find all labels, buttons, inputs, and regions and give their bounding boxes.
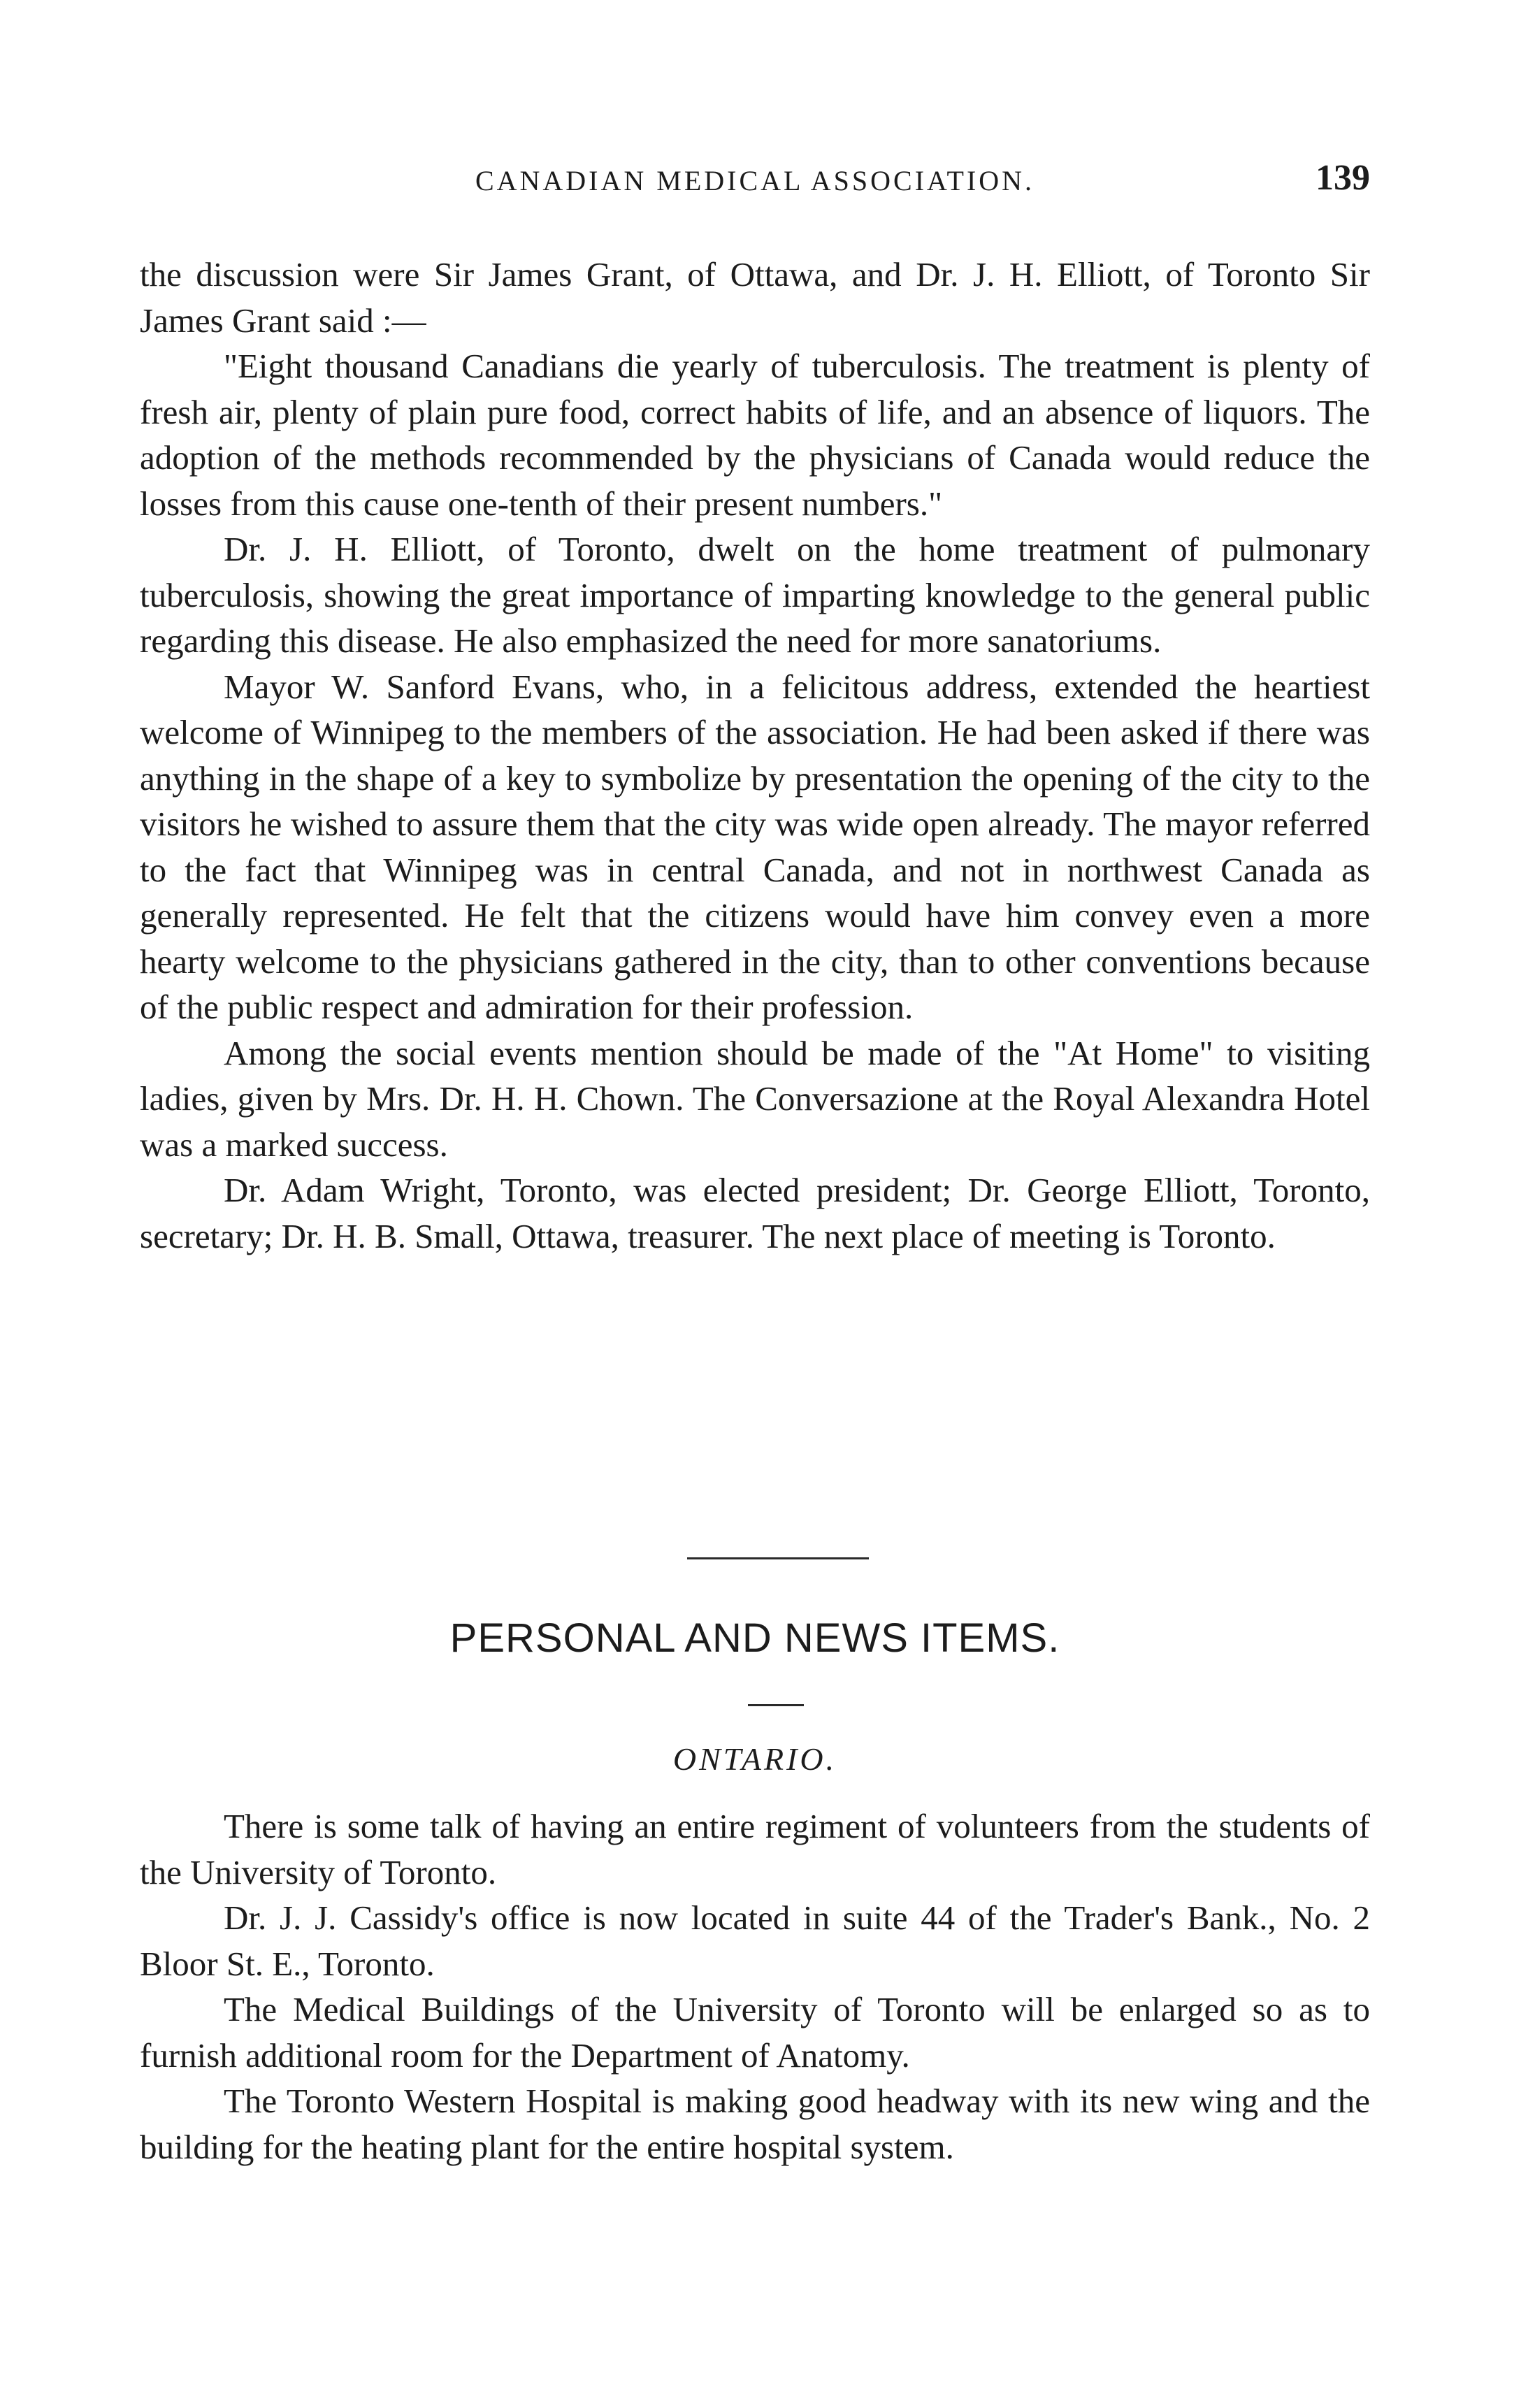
heading-divider (748, 1704, 804, 1706)
region-subheading: ONTARIO. (672, 1741, 837, 1777)
paragraph: "Eight thousand Canadians die yearly of tuberculosis. The treatment is plenty of fresh air, plenty of plain pure food, correct habits of life, and an absence of liquors. The adoption of the methods recommended by the physicians of Canada would reduce the losses from this cause one-tenth of their present numbers." (140, 347, 1370, 523)
article-body (140, 252, 1370, 1259)
paragraph: the discussion were Sir James Grant, of Ottawa, and Dr. J. H. Elliott, of Toronto Sir James Grant said :— (140, 255, 1370, 340)
running-header (140, 157, 1370, 199)
paragraph: Mayor W. Sanford Evans, who, in a felicitous address, extended the heartiest welcome of Winnipeg to the members of the association. He had been asked if there was anything in the shape of a key to symbolize by presentation the opening of the city to the visitors he wished to assure them that the city was wide open already. The mayor referred to the fact that Winnipeg was in central Canada, and not in northwest Canada as generally represented. He felt that the citizens would have him convey even a more hearty welcome to the physicians gathered in the city, than to other conventions because of the public respect and admiration for their profession. (140, 667, 1370, 1026)
news-item: There is some talk of having an entire regiment of volunteers from the students of the University of Toronto. (140, 1807, 1370, 1891)
paragraph: Dr. J. H. Elliott, of Toronto, dwelt on the home treatment of pulmonary tuberculosis, showing the great importance of imparting knowledge to the general public regarding this disease. He also emphasized the need for more sanatoriums. (140, 530, 1370, 660)
paragraph: Among the social events mention should be made of the "At Home" to visiting ladies, given by Mrs. Dr. H. H. Chown. The Conversazione at the Royal Alexandra Hotel was a marked success. (140, 1033, 1370, 1164)
section-heading: PERSONAL AND NEWS ITEMS. (449, 1615, 1060, 1661)
news-item: The Toronto Western Hospital is making good headway with its new wing and the building for the heating plant for the entire hospital system. (140, 2082, 1370, 2166)
news-items (140, 1803, 1370, 2170)
page-number: 139 (1316, 158, 1370, 198)
paragraph: Dr. Adam Wright, Toronto, was elected president; Dr. George Elliott, Toronto, secretary; Dr. H. B. Small, Ottawa, treasurer. The next place of meeting is Toronto. (140, 1171, 1370, 1255)
section-divider (687, 1557, 869, 1559)
news-item: Dr. J. J. Cassidy's office is now located in suite 44 of the Trader's Bank., No. 2 Bloor St. E., Toronto. (140, 1898, 1370, 1983)
news-item: The Medical Buildings of the University of Toronto will be enlarged so as to furnish additional room for the Department of Anatomy. (140, 1990, 1370, 2075)
running-title: CANADIAN MEDICAL ASSOCIATION. (475, 165, 1035, 196)
